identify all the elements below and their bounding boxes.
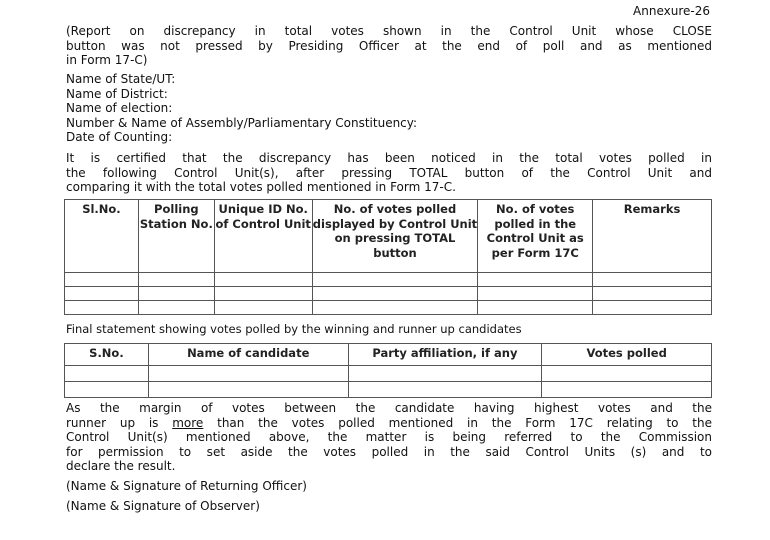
table-row	[65, 273, 712, 287]
header-control-unit-id: Unique ID No. of Control Unit	[214, 200, 312, 273]
header-party-affiliation: Party affiliation, if any	[348, 344, 542, 366]
certification-statement	[66, 151, 712, 195]
field-counting-date: Date of Counting:	[66, 130, 173, 144]
final-statement-heading	[66, 322, 712, 337]
margin-line-part: than the votes polled mentioned in the Form 17C relating to the	[203, 415, 713, 430]
observer-signature: (Name & Signature of Observer)	[66, 499, 260, 513]
table-row	[65, 301, 712, 315]
margin-emphasis: more	[172, 415, 204, 430]
certification-line: It is certified that the discrepancy has been noticed in the total votes polled in	[66, 151, 712, 165]
election-details	[66, 72, 712, 145]
field-constituency: Number & Name of Assembly/Parliamentary Constituency:	[66, 115, 418, 130]
certification-line: the following Control Unit(s), after pressing TOTAL button of the Control Unit and	[66, 165, 712, 180]
table-row	[65, 287, 712, 301]
header-polling-station: Polling Station No.	[138, 200, 214, 273]
header-sl-no: Sl.No.	[65, 200, 139, 273]
certification-line: comparing it with the total votes polled mentioned in Form 17-C.	[66, 180, 456, 194]
final-statement-text: Final statement showing votes polled by the winning and runner up candidates	[66, 322, 522, 336]
returning-officer-signature: (Name & Signature of Returning Officer)	[66, 479, 307, 493]
margin-referral-paragraph	[66, 401, 712, 474]
margin-line	[66, 416, 712, 431]
margin-line: As the margin of votes between the candidate having highest votes and the	[66, 401, 712, 415]
table-header-row	[65, 344, 712, 366]
table-row	[65, 366, 712, 382]
intro-line: in Form 17-C)	[66, 53, 148, 67]
report-intro	[66, 24, 712, 68]
margin-line-part: runner up is	[66, 415, 173, 430]
field-district: Name of District:	[66, 86, 168, 101]
header-remarks: Remarks	[593, 200, 712, 273]
annexure-number: Annexure-26	[633, 4, 710, 18]
header-votes-polled: Votes polled	[542, 344, 712, 366]
field-state: Name of State/UT:	[66, 72, 176, 86]
intro-line: button was not pressed by Presiding Officer at the end of poll and as mentioned	[66, 38, 712, 53]
intro-line: (Report on discrepancy in total votes shown in the Control Unit whose CLOSE	[66, 24, 712, 38]
header-votes-form17c: No. of votes polled in the Control Unit as per Form 17C	[478, 200, 593, 273]
header-candidate-name: Name of candidate	[148, 344, 348, 366]
margin-line: for permission to set aside the votes polled in the said Control Units (s) and to	[66, 444, 712, 459]
header-votes-displayed: No. of votes polled displayed by Control Unit on pressing TOTAL button	[312, 200, 478, 273]
field-election: Name of election:	[66, 101, 173, 115]
header-s-no: S.No.	[65, 344, 149, 366]
table-row	[65, 382, 712, 398]
margin-line: declare the result.	[66, 459, 176, 473]
candidate-votes-table	[64, 343, 712, 398]
margin-line: Control Unit(s) mentioned above, the matter is being referred to the Commission	[66, 430, 712, 444]
table-header-row	[65, 200, 712, 273]
control-unit-table	[64, 199, 712, 315]
